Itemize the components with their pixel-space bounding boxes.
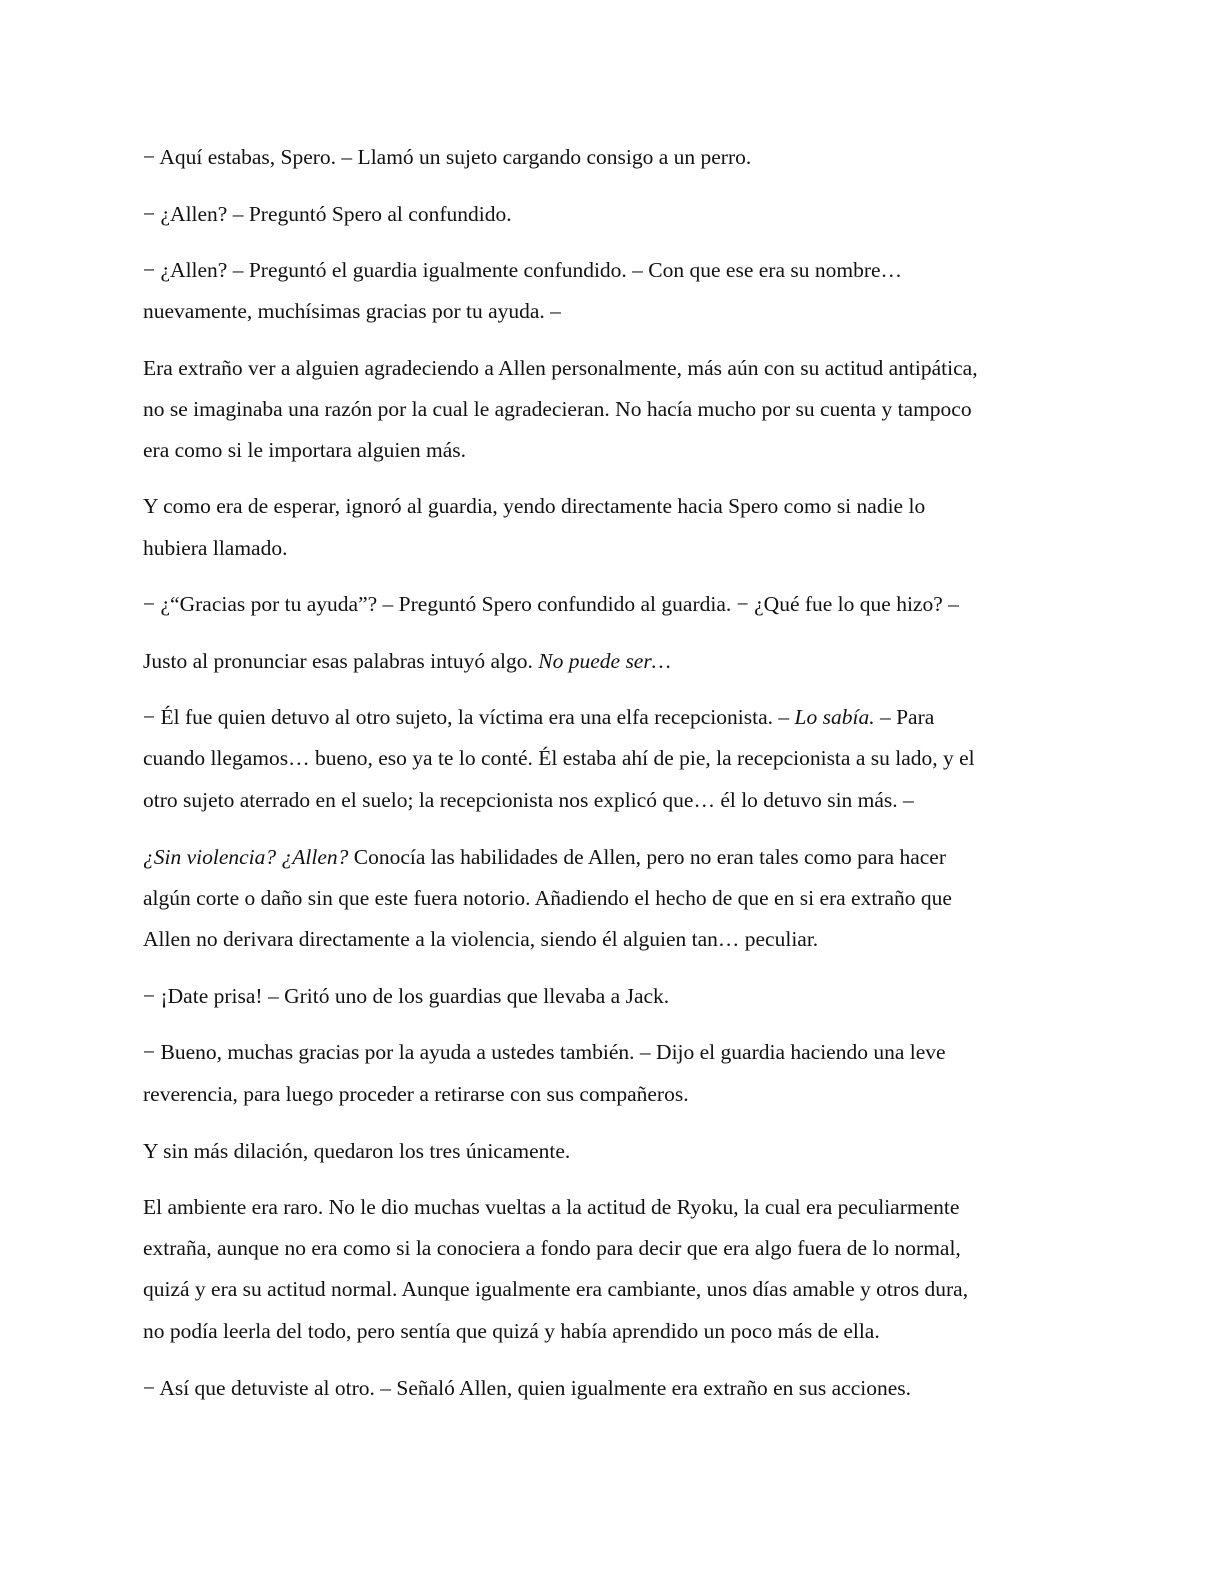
text-line bbox=[143, 534, 287, 562]
text-line bbox=[143, 354, 978, 382]
inner-thought: Lo sabía. bbox=[794, 705, 875, 729]
text-line bbox=[143, 982, 669, 1010]
text-line bbox=[143, 436, 466, 464]
text-segment: − ¿Allen? – Preguntó el guardia igualmente confundido. – Con que ese era su nombre… bbox=[143, 258, 903, 282]
text-segment: − Él fue quien detuvo al otro sujeto, la víctima era una elfa recepcionista. – bbox=[143, 705, 795, 729]
text-segment: Era extraño ver a alguien agradeciendo a Allen personalmente, más aún con su actitud antipática, bbox=[143, 356, 978, 380]
text-segment: quizá y era su actitud normal. Aunque igualmente era cambiante, unos días amable y otros dura, bbox=[143, 1277, 969, 1301]
text-line bbox=[143, 703, 934, 731]
text-line bbox=[143, 1317, 880, 1345]
text-segment: El ambiente era raro. No le dio muchas vueltas a la actitud de Ryoku, la cual era peculiarmente bbox=[143, 1195, 960, 1219]
inner-thought: No puede ser… bbox=[538, 649, 671, 673]
text-segment: cuando llegamos… bueno, eso ya te lo conté. Él estaba ahí de pie, la recepcionista a su lado, y el bbox=[143, 746, 975, 770]
text-segment: Allen no derivara directamente a la violencia, siendo él alguien tan… peculiar. bbox=[143, 927, 819, 951]
text-segment: − Bueno, muchas gracias por la ayuda a ustedes también. – Dijo el guardia haciendo una leve bbox=[143, 1040, 946, 1064]
text-segment: reverencia, para luego proceder a retirarse con sus compañeros. bbox=[143, 1082, 689, 1106]
text-segment: no podía leerla del todo, pero sentía que quizá y había aprendido un poco más de ella. bbox=[143, 1319, 880, 1343]
text-line bbox=[143, 1137, 570, 1165]
text-segment: − ¿“Gracias por tu ayuda”? – Preguntó Spero confundido al guardia. − ¿Qué fue lo que hizo? – bbox=[143, 592, 959, 616]
text-line bbox=[143, 395, 972, 423]
text-line bbox=[143, 1374, 911, 1402]
text-line bbox=[143, 843, 946, 871]
text-segment: Y sin más dilación, quedaron los tres únicamente. bbox=[143, 1139, 571, 1163]
text-line bbox=[143, 647, 671, 675]
text-line bbox=[143, 1275, 968, 1303]
text-segment: − Aquí estabas, Spero. – Llamó un sujeto cargando consigo a un perro. bbox=[143, 145, 752, 169]
text-segment: Conocía las habilidades de Allen, pero no eran tales como para hacer bbox=[348, 845, 946, 869]
text-line bbox=[143, 297, 561, 325]
text-line bbox=[143, 492, 925, 520]
text-segment: − ¡Date prisa! – Gritó uno de los guardias que llevaba a Jack. bbox=[143, 984, 670, 1008]
text-line bbox=[143, 1080, 689, 1108]
text-segment: Justo al pronunciar esas palabras intuyó algo. bbox=[143, 649, 539, 673]
text-line bbox=[143, 1193, 959, 1221]
text-segment: − ¿Allen? – Preguntó Spero al confundido. bbox=[143, 202, 512, 226]
text-segment: nuevamente, muchísimas gracias por tu ayuda. – bbox=[143, 299, 561, 323]
text-line bbox=[143, 925, 818, 953]
text-line bbox=[143, 200, 512, 228]
text-line bbox=[143, 884, 952, 912]
text-segment: extraña, aunque no era como si la conociera a fondo para decir que era algo fuera de lo normal, bbox=[143, 1236, 961, 1260]
text-segment: era como si le importara alguien más. bbox=[143, 438, 466, 462]
text-line bbox=[143, 143, 751, 171]
text-segment: − Así que detuviste al otro. – Señaló Allen, quien igualmente era extraño en sus acciones. bbox=[143, 1376, 912, 1400]
text-line bbox=[143, 1038, 946, 1066]
text-line bbox=[143, 1234, 961, 1262]
text-segment: Y como era de esperar, ignoró al guardia, yendo directamente hacia Spero como si nadie lo bbox=[143, 494, 926, 518]
text-line bbox=[143, 590, 959, 618]
text-line bbox=[143, 256, 902, 284]
text-segment: otro sujeto aterrado en el suelo; la recepcionista nos explicó que… él lo detuvo sin más. – bbox=[143, 788, 914, 812]
text-segment: hubiera llamado. bbox=[143, 536, 288, 560]
text-line bbox=[143, 744, 975, 772]
inner-thought: ¿Sin violencia? ¿Allen? bbox=[143, 845, 349, 869]
text-segment: algún corte o daño sin que este fuera notorio. Añadiendo el hecho de que en si era extraño que bbox=[143, 886, 952, 910]
text-segment: – Para bbox=[874, 705, 935, 729]
text-line bbox=[143, 786, 914, 814]
text-segment: no se imaginaba una razón por la cual le agradecieran. No hacía mucho por su cuenta y tampoco bbox=[143, 397, 972, 421]
